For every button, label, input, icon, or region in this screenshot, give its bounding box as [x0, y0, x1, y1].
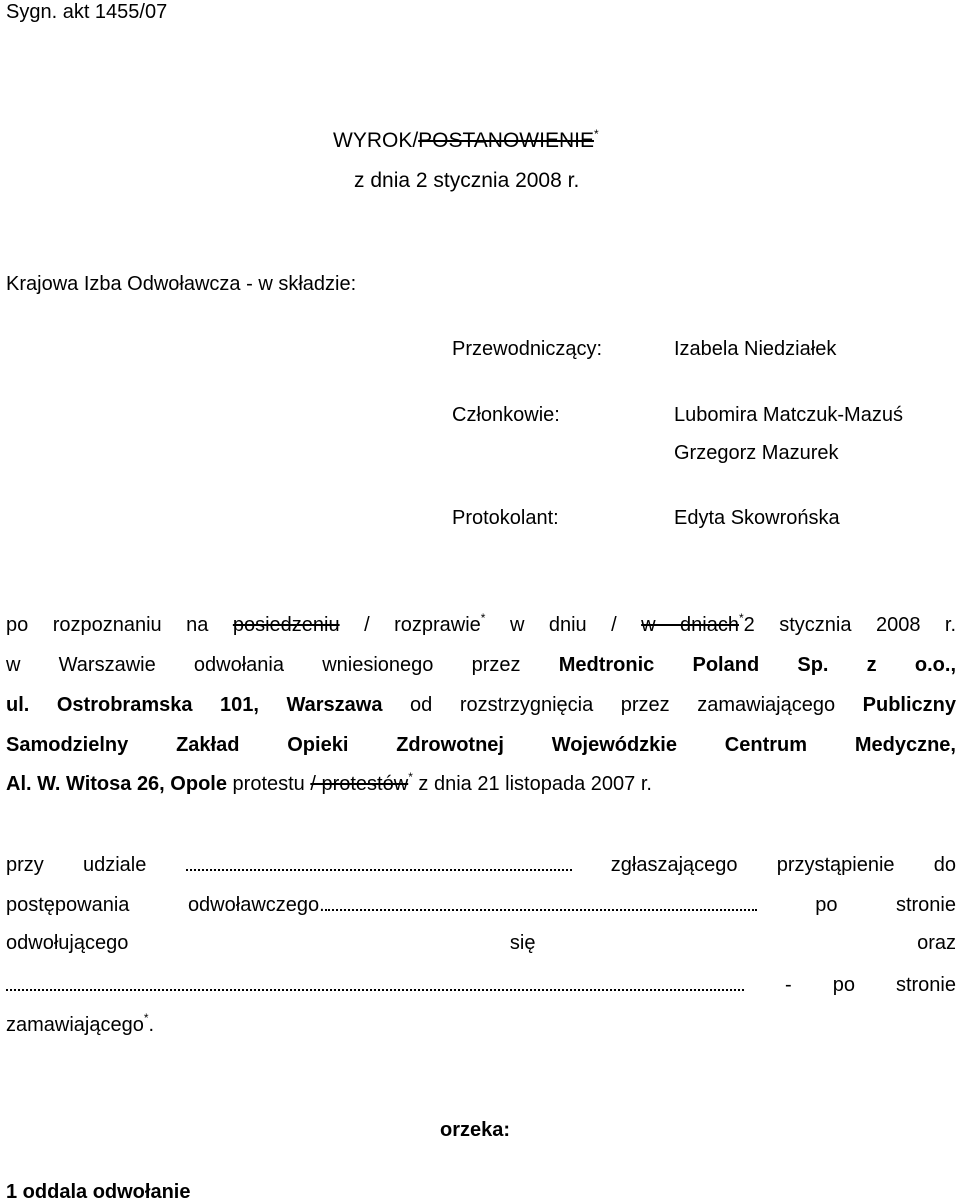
- text-segment: po rozpoznaniu na: [6, 614, 209, 636]
- text-segment: od rozstrzygnięcia przez zamawiającego: [410, 694, 836, 716]
- body-line: [6, 770, 652, 795]
- text-segment: zamawiającego: [6, 1014, 144, 1036]
- footnote-asterisk: *: [738, 611, 744, 625]
- contracting-authority: Publiczny: [862, 694, 956, 716]
- body-line: [6, 655, 956, 675]
- text-segment: 2 stycznia 2008 r.: [743, 614, 957, 636]
- participation-line: zamawiającego*.: [6, 1011, 155, 1036]
- ruling-heading: orzeka:: [440, 1119, 511, 1141]
- ruling-point: 1 oddala odwołanie: [6, 1181, 191, 1203]
- document-title: [333, 127, 599, 152]
- member-name: Lubomira Matczuk-Mazuś: [674, 404, 903, 426]
- case-signature: Sygn. akt 1455/07: [6, 1, 168, 23]
- blank-fill-line: [6, 973, 744, 991]
- text-segment: po stronie: [815, 894, 956, 916]
- title-postanowienie-struck: POSTANOWIENIE: [418, 129, 594, 152]
- title-wyrok: WYROK/: [333, 129, 419, 152]
- text-segment: / rozprawie: [364, 614, 481, 636]
- chair-label: Przewodniczący:: [452, 338, 603, 360]
- document-date: z dnia 2 stycznia 2008 r.: [354, 169, 580, 192]
- text-segment: - po stronie: [785, 974, 956, 996]
- text-segment: postępowania odwoławczego.: [6, 894, 325, 916]
- authority-address: Al. W. Witosa 26, Opole: [6, 773, 227, 795]
- footnote-asterisk: *: [593, 127, 599, 141]
- participation-line: odwołującego się oraz: [6, 932, 956, 954]
- struck-text: w dniach: [641, 614, 739, 636]
- footnote-asterisk: *: [143, 1011, 149, 1025]
- appellant-name: Medtronic Poland Sp. z o.o.,: [558, 654, 956, 676]
- members-label: Członkowie:: [452, 404, 560, 426]
- footnote-asterisk: *: [408, 770, 413, 784]
- chair-name: Izabela Niedziałek: [674, 338, 837, 360]
- text-segment: w Warszawie odwołania wniesionego przez: [6, 654, 521, 676]
- participation-line: [6, 973, 956, 995]
- clerk-name: Edyta Skowrońska: [674, 507, 840, 529]
- struck-text: posiedzeniu: [232, 614, 340, 636]
- text-segment: przy udziale: [6, 854, 147, 876]
- member-name: Grzegorz Mazurek: [674, 442, 839, 464]
- contracting-authority-line: Samodzielny Zakład Opieki Zdrowotnej Wojewódzkie Centrum Medyczne,: [6, 734, 956, 756]
- board-composition-line: Krajowa Izba Odwoławcza - w składzie:: [6, 273, 357, 295]
- participation-line: [6, 853, 956, 875]
- text-segment: zgłaszającego przystąpienie do: [610, 854, 956, 876]
- text-segment: z dnia 21 listopada 2007 r.: [418, 773, 652, 795]
- body-line: [6, 695, 956, 715]
- blank-fill-line: [325, 893, 757, 911]
- clerk-label: Protokolant:: [452, 507, 559, 529]
- blank-fill-line: [186, 853, 572, 871]
- text-segment: w dniu /: [509, 614, 617, 636]
- footnote-asterisk: *: [480, 611, 486, 625]
- participation-line: [6, 893, 956, 915]
- body-line: [6, 611, 957, 636]
- appellant-address: ul. Ostrobramska 101, Warszawa: [6, 694, 383, 716]
- struck-text: / protestów: [310, 773, 409, 795]
- text-segment: protestu: [232, 773, 305, 795]
